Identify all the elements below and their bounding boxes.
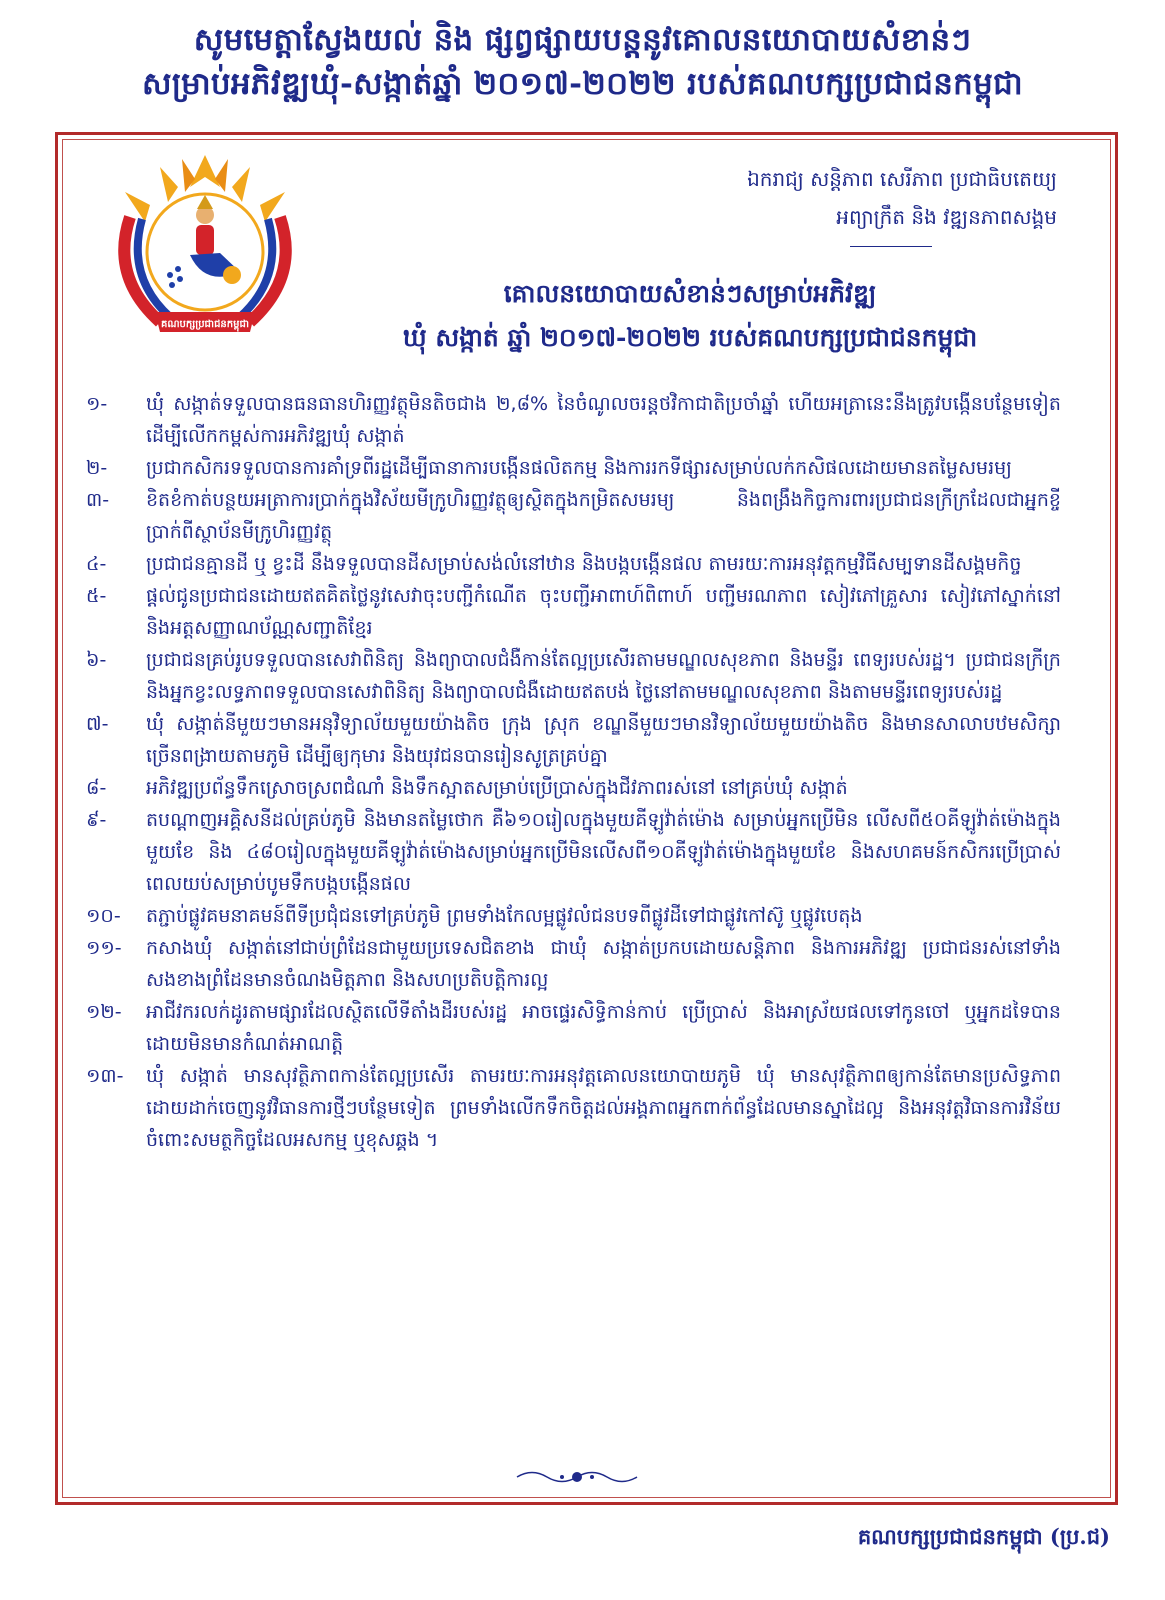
item-number: ៧-	[86, 713, 109, 735]
list-item	[86, 388, 1061, 452]
list-item	[86, 548, 1061, 580]
list-item	[86, 452, 1061, 484]
list-item	[86, 900, 1061, 932]
national-motto	[637, 160, 1057, 247]
item-number: ១០-	[86, 905, 121, 927]
item-number: ១-	[86, 393, 108, 415]
item-text: តភ្ជាប់ផ្លូវគមនាគមន៍ពីទីប្រជុំជនទៅគ្រប់ភូមិ ព្រមទាំងកែលម្អផ្លូវលំជនបទពីផ្លូវដីទៅជាផ្លូវកៅស៊ូ ឬផ្លូវបេតុង	[146, 905, 863, 927]
item-number: ៤-	[86, 553, 107, 575]
list-item	[86, 932, 1061, 996]
item-text: ឃុំ សង្កាត់នីមួយៗមានអនុវិទ្យាល័យមួយយ៉ាងតិច ក្រុង ស្រុក ខណ្ឌនីមួយៗមានវិទ្យាល័យមួយយ៉ាងតិច និងមានសាលាបឋមសិក្សាច្រើនពង្រាយតាមភូមិ ដើម្បីឲ្យកុមារ និងយុវជនបានរៀនសូត្រគ្រប់គ្នា	[146, 713, 1061, 767]
item-number: ៥-	[86, 585, 107, 607]
item-text: អាជីវករលក់ដូរតាមផ្សារដែលស្ថិតលើទីតាំងដីរបស់រដ្ឋ អាចផ្ទេរសិទ្ធិកាន់កាប់ ប្រើប្រាស់ និងអាស្រ័យផលទៅកូនចៅ ឬអ្នកដទៃបាន ដោយមិនមានកំណត់អាណត្តិ	[146, 1001, 1061, 1055]
item-text: ប្រជាកសិករទទួលបានការគាំទ្រពីរដ្ឋដើម្បីធានាការបង្កើនផលិតកម្ម និងការរកទីផ្សារសម្រាប់លក់កសិផលដោយមានតម្លៃសមរម្យ	[146, 457, 1012, 479]
item-text: ផ្តល់ជូនប្រជាជនដោយឥតគិតថ្លៃនូវសេវាចុះបញ្ជីកំណើត ចុះបញ្ជីអាពាហ៍ពិពាហ៍ បញ្ជីមរណភាព សៀវភៅគ្រួសារ សៀវភៅស្នាក់នៅ និងអត្តសញ្ញាណប័ណ្ណសញ្ជាតិខ្មែរ	[146, 585, 1061, 639]
list-item	[86, 772, 1061, 804]
item-text: ឃុំ សង្កាត់ មានសុវត្ថិភាពកាន់តែល្អប្រសើរ តាមរយៈការអនុវត្តគោលនយោបាយភូមិ ឃុំ មានសុវត្ថិភាពឲ្យកាន់តែមានប្រសិទ្ធភាព ដោយដាក់ចេញនូវវិធានការថ្មីៗបន្ថែមទៀត ព្រមទាំងលើកទឹកចិត្តដល់អង្គភាពអ្នកពាក់ព័ន្ធដែលមានស្នាដៃល្អ និងអនុវត្តវិធានការវិន័យចំពោះសមត្ថកិច្ចដែលអសកម្ម ឬខុសឆ្គង ។	[146, 1065, 1061, 1151]
document-title	[280, 272, 1100, 360]
item-text: ប្រជាជនគ្រប់រូបទទួលបានសេវាពិនិត្យ និងព្យាបាលជំងឺកាន់តែល្អប្រសើរតាមមណ្ឌលសុខភាព និងមន្ទីរ ពេទ្យរបស់រដ្ឋ។ ប្រជាជនក្រីក្រ និងអ្នកខ្វះលទ្ធភាពទទួលបានសេវាពិនិត្យ និងព្យាបាលជំងឺដោយឥតបង់ ថ្លៃនៅតាមមណ្ឌលសុខភាព និងតាមមន្ទីរពេទ្យរបស់រដ្ឋ	[146, 649, 1061, 703]
list-item	[86, 484, 1061, 548]
list-item	[86, 644, 1061, 708]
list-item	[86, 580, 1061, 644]
motto-line-1: ឯករាជ្យ សន្តិភាព សេរីភាព ប្រជាធិបតេយ្យ	[747, 167, 1057, 191]
item-number: ១២-	[86, 1001, 122, 1023]
headline	[20, 18, 1145, 106]
list-item	[86, 708, 1061, 772]
item-number: ៨-	[86, 777, 107, 799]
headline-line-1: សូមមេត្តាស្វែងយល់ និង ផ្សព្វផ្សាយបន្តនូវគោលនយោបាយសំខាន់ៗ	[193, 22, 972, 58]
decorative-scroll-ornament-icon	[512, 1466, 642, 1488]
motto-divider	[850, 246, 932, 247]
item-text: កសាងឃុំ សង្កាត់នៅជាប់ព្រំដែនជាមួយប្រទេសជិតខាង ជាឃុំ សង្កាត់ប្រកបដោយសន្តិភាព និងការអភិវឌ្ឍ ប្រជាជនរស់នៅទាំងសងខាងព្រំដែនមានចំណងមិត្តភាព និងសហប្រតិបត្តិការល្អ	[146, 937, 1061, 991]
item-text: ខិតខំកាត់បន្ថយអត្រាការប្រាក់ក្នុងវិស័យមីក្រូហិរញ្ញវត្ថុឲ្យស្ថិតក្នុងកម្រិតសមរម្យ និងពង្រឹងកិច្ចការពារប្រជាជនក្រីក្រដែលជាអ្នកខ្ចីប្រាក់ពីស្ថាប័នមីក្រូហិរញ្ញវត្ថុ	[146, 489, 1061, 543]
item-number: ១៣-	[86, 1065, 124, 1087]
document-title-line-2: ឃុំ សង្កាត់ ឆ្នាំ ២០១៧-២០២២ របស់គណបក្សប្រជាជនកម្ពុជា	[402, 323, 978, 352]
item-number: ៣-	[86, 489, 110, 511]
document-title-line-1: គោលនយោបាយសំខាន់ៗសម្រាប់អភិវឌ្ឍ	[503, 279, 877, 308]
headline-line-2: សម្រាប់អភិវឌ្ឍឃុំ-សង្កាត់ឆ្នាំ ២០១៧-២០២២ របស់គណបក្សប្រជាជនកម្ពុជា	[142, 66, 1023, 102]
motto-line-2: អព្យាក្រឹត និង វឌ្ឍនភាពសង្គម	[836, 205, 1057, 229]
list-item	[86, 1060, 1061, 1156]
list-item	[86, 804, 1061, 900]
item-text: តបណ្តាញអគ្គិសនីដល់គ្រប់ភូមិ និងមានតម្លៃថោក គឺ៦១០រៀលក្នុងមួយគីឡូវ៉ាត់ម៉ោង សម្រាប់អ្នកប្រើមិន លើសពី៥០គីឡូវ៉ាត់ម៉ោងក្នុងមួយខែ និង ៤៨០រៀលក្នុងមួយគីឡូវ៉ាត់ម៉ោងសម្រាប់អ្នកប្រើមិនលើសពី១០គីឡូវ៉ាត់ម៉ោងក្នុងមួយខែ និងសហគមន៍កសិករប្រើប្រាស់ពេលយប់សម្រាប់បូមទឹកបង្កបង្កើនផល	[146, 809, 1061, 895]
item-number: ២-	[86, 457, 108, 479]
list-item	[86, 996, 1061, 1060]
policy-list	[86, 388, 1061, 1156]
item-text: ឃុំ សង្កាត់ទទួលបានធនធានហិរញ្ញវត្ថុមិនតិចជាង ២,៨% នៃចំណូលចរន្តថវិកាជាតិប្រចាំឆ្នាំ ហើយអត្រានេះនឹងត្រូវបង្កើនបន្ថែមទៀតដើម្បីលើកកម្ពស់ការអភិវឌ្ឍឃុំ សង្កាត់	[146, 393, 1061, 447]
item-number: ៩-	[86, 809, 107, 831]
item-number: ១១-	[86, 937, 122, 959]
footer-signature: គណបក្សប្រជាជនកម្ពុជា (ប្រ.ជ)	[857, 1524, 1110, 1549]
item-text: អភិវឌ្ឍប្រព័ន្ធទឹកស្រោចស្រពជំណាំ និងទឹកស្អាតសម្រាប់ប្រើប្រាស់ក្នុងជីវភាពរស់នៅ នៅគ្រប់ឃុំ សង្កាត់	[146, 777, 848, 799]
item-text: ប្រជាជនគ្មានដី ឬ ខ្វះដី នឹងទទួលបានដីសម្រាប់សង់លំនៅឋាន និងបង្កបង្កើនផល តាមរយៈការអនុវត្តកម្មវិធីសម្បទានដីសង្គមកិច្ច	[146, 553, 1022, 575]
item-number: ៦-	[86, 649, 107, 671]
emblem-banner-text: គណបក្សប្រជាជនកម្ពុជា	[161, 319, 249, 330]
